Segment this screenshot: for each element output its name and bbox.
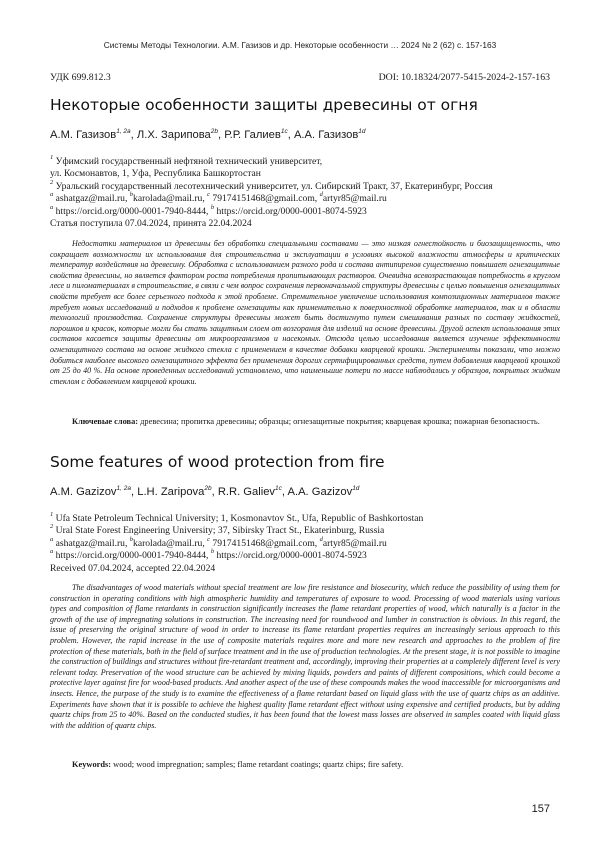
author-sep: , xyxy=(131,486,138,498)
affiliations-ru xyxy=(50,156,560,230)
keywords-label: Keywords: xyxy=(72,760,112,769)
author-sup: 1c xyxy=(275,485,282,492)
received-date: Received 07.04.2024, accepted 22.04.2024 xyxy=(50,562,216,574)
email-link[interactable]: ashatgaz@mail.ru, xyxy=(55,537,130,549)
author-name: A.M. Gazizov xyxy=(50,486,117,498)
affiliation-2 xyxy=(50,525,560,537)
orcid-link[interactable]: https://orcid.org/0000-0001-7940-8444, xyxy=(53,205,211,217)
aff-sup: 1 xyxy=(50,511,54,518)
authors-en xyxy=(50,486,359,498)
orcid-sup: a xyxy=(50,548,54,556)
keywords-ru xyxy=(50,417,560,428)
title-ru: Некоторые особенности защиты древесины от огня xyxy=(50,96,478,114)
email-sup: d xyxy=(319,191,323,199)
emails xyxy=(50,193,560,205)
affiliation-2 xyxy=(50,178,560,193)
email-sup: c xyxy=(207,535,211,543)
email-link[interactable]: artyr85@mail.ru xyxy=(322,537,387,549)
emails xyxy=(50,535,560,550)
author-sup: 2b xyxy=(210,128,219,135)
author-sep: , xyxy=(218,129,225,141)
author-sep: , xyxy=(130,129,137,141)
udk-code: УДК 699.812.3 xyxy=(50,72,111,83)
page-number: 157 xyxy=(531,803,550,815)
keywords-text: wood; wood impregnation; samples; flame retardant coatings; quartz chips; fire safety. xyxy=(111,760,404,769)
email-sup: a xyxy=(50,191,54,199)
author-sup: 2b xyxy=(204,485,212,492)
aff-text: Ufa State Petroleum Technical University; 1, Kosmonavtov St., Ufa, Republic of Bashkortostan xyxy=(55,513,424,524)
orcid-link[interactable]: https://orcid.org/0000-0001-8074-5923 xyxy=(214,550,367,562)
author-sup: 1d xyxy=(352,485,360,492)
orcid-sup: b xyxy=(210,203,215,211)
orcid-link[interactable]: https://orcid.org/0000-0001-8074-5923 xyxy=(214,205,367,217)
keywords-text: древесина; пропитка древесины; образцы; огнезащитные покрытия; кварцевая крошка; пожарная безопасность. xyxy=(138,417,540,426)
email-sup: b xyxy=(129,191,134,199)
email-sup: c xyxy=(207,191,211,199)
author-sup: 1d xyxy=(358,128,366,135)
received-date: Статья поступила 07.04.2024, принята 22.04.2024 xyxy=(50,218,252,230)
aff-sup: 2 xyxy=(50,523,54,531)
authors-ru xyxy=(50,129,366,141)
author-sup: 1, 2a xyxy=(116,485,131,492)
email-sup: b xyxy=(129,535,134,543)
email-link[interactable]: ashatgaz@mail.ru, xyxy=(55,193,130,205)
author-name: А.А. Газизов xyxy=(293,129,359,141)
email-sup: a xyxy=(50,535,54,543)
email-link[interactable]: 79174151468@gmail.com, xyxy=(210,537,320,549)
orcids xyxy=(50,203,560,218)
affiliation-1-address: ул. Космонавтов, 1, Уфа, Республика Башкортостан xyxy=(50,168,261,180)
keywords-en xyxy=(50,760,560,771)
email-link[interactable]: artyr85@mail.ru xyxy=(322,193,387,205)
email-link[interactable]: karolada@mail.ru, xyxy=(133,537,208,549)
abstract-en: The disadvantages of wood materials without special treatment are low fire resistance and biosecurity, which reduce the possibility of using them for construction in operating conditions with high atmospheric humidity and temperatures of exposure to wood. Processing of wood materials using various types and composition of flame retardants in construction significantly increases the flame retardant properties of wood, which naturally is a factor in the growth of the use of impregnating solutions in construction. The increasing need for roundwood and lumber in construction is obvious. In this regard, the issue of preserving the original structure of wood in order to increase its flame retardant properties requires an increasingly serious approach to this problem. However, the rapid increase in the use of composite materials requires more and more new research and approaches to the problem of fire protection of these materials, both in the field of surface treatment and in the use of production technologies. At the present stage, it is not possible to imagine the construction of buildings and structures without fire-retardant treatment and, accordingly, improving their properties at a completely different level is very relevant today. Preservation of the wood structure can be achieved by mixing liquids, powders and paints of different compositions, which could become a protective layer against fire for wood-based products. And another aspect of the use of these compounds makes the wood inaccessible for microorganisms and insects. Hence, the purpose of the study is to examine the effectiveness of a flame retardant based on liquid glass with the use of quartz chips as an additive. Experiments have shown that it is possible to achieve the highest quality flame retardant effect without using expensive and certified products, but by adding quartz chips from 25 to 40%. Based on the conducted studies, it has been found that the lowest mass losses are observed in samples coated with liquid glass with the addition of quartz chips. xyxy=(50,583,560,730)
email-sup: d xyxy=(319,535,323,543)
author-sep: , xyxy=(287,129,294,141)
email-link[interactable]: karolada@mail.ru, xyxy=(133,193,208,205)
author-name: R.R. Galiev xyxy=(217,486,276,498)
affiliation-1 xyxy=(50,513,560,525)
author-name: Л.Х. Зарипова xyxy=(136,129,211,141)
aff-text: Ural State Forest Engineering University; 37, Sibirsky Tract St., Ekaterinburg, Russia xyxy=(55,525,385,537)
orcids xyxy=(50,550,560,562)
orcid-sup: a xyxy=(50,203,54,211)
author-sup: 1c xyxy=(280,128,288,135)
author-name: A.A. Gazizov xyxy=(287,486,353,498)
abstract-ru: Недостатки материалов из древесины без обработки специальными составами — это низкая огнестойкость и биозащищенность, что сокращает возможности их использования для строительства и эксплуатации в условиях высокой влажности атмосферы и критических температур воздействия на древесину. Обработка с использованием разного рода и состава антипиренов существенно повышает огнезащитные свойства древесины, но является фактором роста потребления пропитывающих растворов. Очевидна всевозрастающая потребность в круглом лесе и пиломатериалах в строительстве, в связи с чем вопрос сохранения первоначальной структуры древесины с целью повышения огнезащитных свойств требует все более серьезного подхода к этой проблеме. Стремительное увеличение использования композиционных материалов также требует новых исследований и подходов к проблеме огнезащиты как применительно к поверхностной обработке материалов, так и в области технологий производства. Сохранение структуры древесины может быть достигнуто путем смешивания разных по составу жидкостей, порошков и красок, которые могли бы стать защитным слоем от возгорания для изделий на основе древесины. Другой аспект использования этих составов касается защиты древесины от микроорганизмов и насекомых. Отсюда целью исследования является изучение эффективности огнезащитного состава на основе жидкого стекла с применением в качестве добавки кварцевой крошки. Эксперименты показали, что можно добиться наиболее высокого огнезащитного эффекта без применения дорогих сертифицированных средств, путем добавления кварцевой крошкой от 25 до 40 %. На основе проведенных исследований установлено, что наименьшие потери по массе наблюдались у образцов, покрытых жидким стеклом с добавлением кварцевой крошки. xyxy=(50,239,560,386)
orcid-sup: b xyxy=(210,548,215,556)
author-name: А.М. Газизов xyxy=(50,129,117,141)
affiliation-1 xyxy=(50,156,560,168)
aff-sup: 2 xyxy=(50,178,54,186)
aff-text: Уфимский государственный нефтяной технический университет, xyxy=(55,156,323,167)
doi: DOI: 10.18324/2077-5415-2024-2-157-163 xyxy=(378,72,550,83)
email-link[interactable]: 79174151468@gmail.com, xyxy=(210,193,320,205)
aff-sup: 1 xyxy=(50,154,54,161)
aff-text: Уральский государственный лесотехнический университет, ул. Сибирский Тракт, 37, Екатеринбург, Россия xyxy=(55,180,493,192)
author-name: Р.Р. Галиев xyxy=(224,129,281,141)
running-header: Системы Методы Технологии. А.М. Газизов и др. Некоторые особенности … 2024 № 2 (62) с. 157-163 xyxy=(103,40,497,50)
author-sep: , xyxy=(281,486,288,498)
title-en: Some features of wood protection from fire xyxy=(50,453,385,471)
orcid-link[interactable]: https://orcid.org/0000-0001-7940-8444, xyxy=(53,550,211,562)
author-sep: , xyxy=(211,486,218,498)
author-name: L.H. Zaripova xyxy=(137,486,205,498)
keywords-label: Ключевые слова: xyxy=(72,417,139,426)
affiliations-en xyxy=(50,513,560,575)
author-sup: 1, 2a xyxy=(116,128,131,135)
